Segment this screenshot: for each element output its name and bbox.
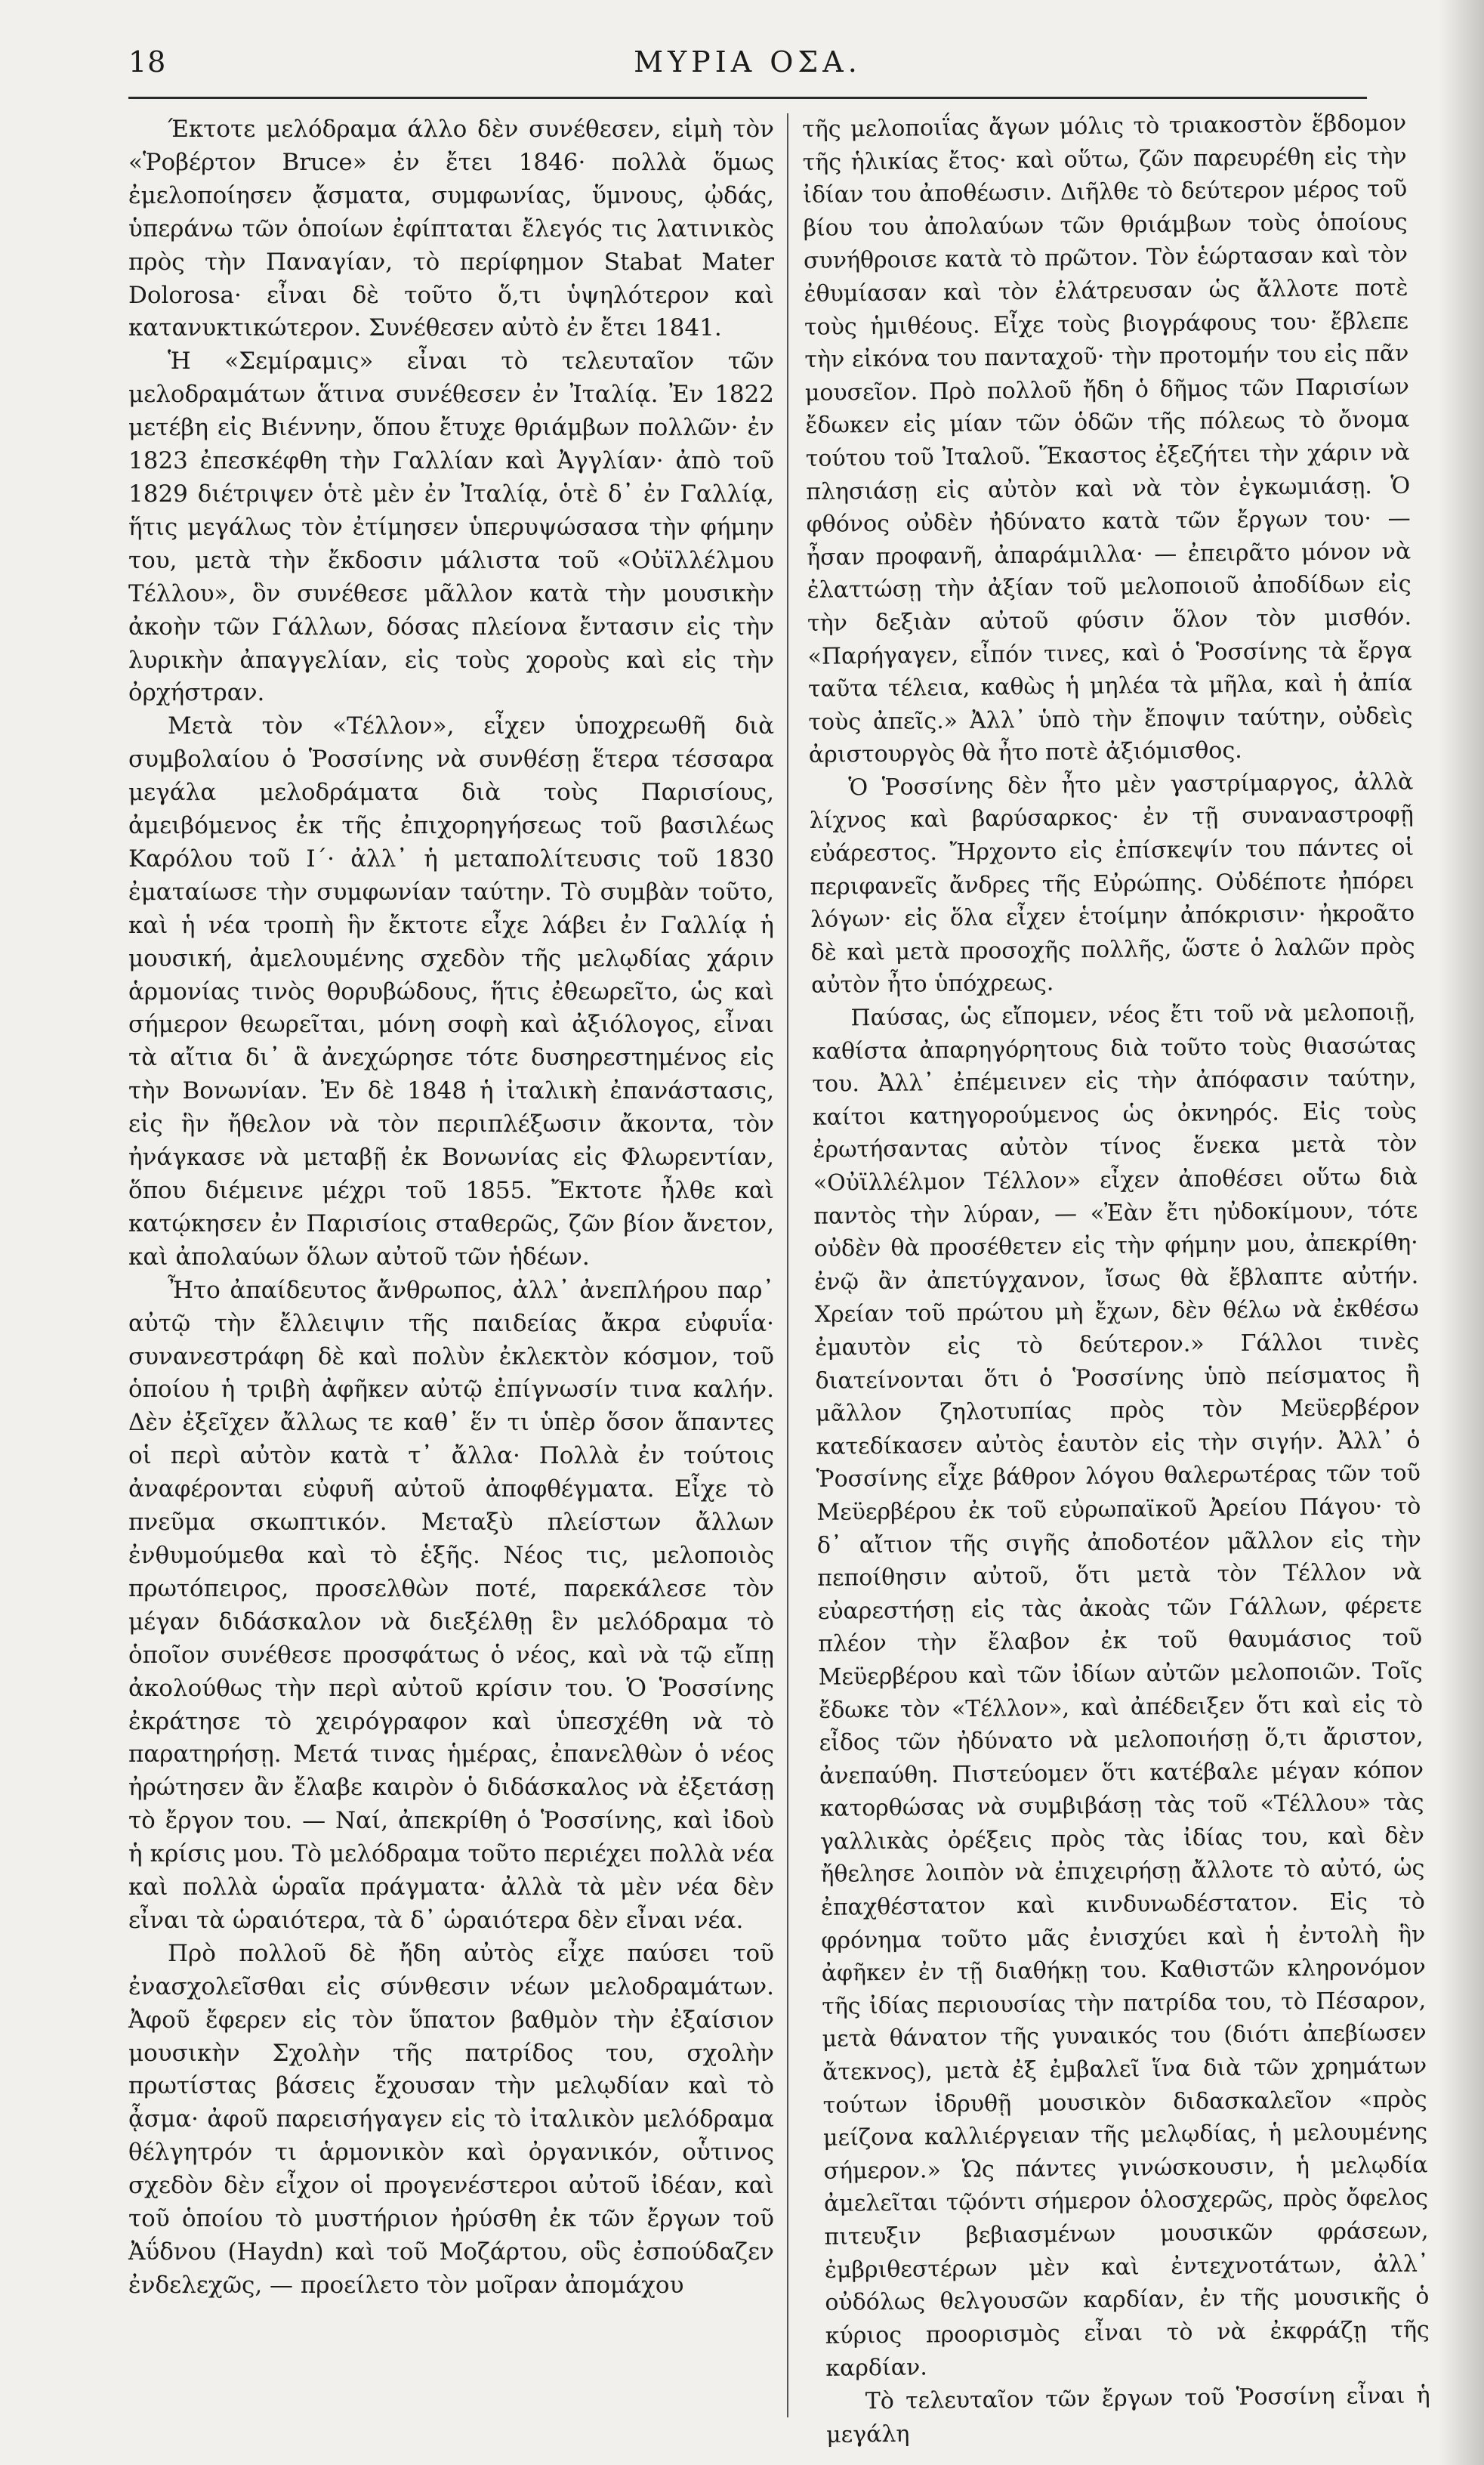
- right-column: [802, 107, 1430, 2448]
- running-title: ΜΥΡΙΑ ΟΣΑ.: [634, 45, 862, 79]
- header-rule: [128, 97, 1367, 99]
- paragraph: τῆς μελοποιΐας ἄγων μόλις τὸ τριακοστὸν ἕβδομον τῆς ἡλικίας ἔτος· καὶ οὕτω, ζῶν παρευρέθη εἰς τὴν ἰδίαν του ἀποθέωσιν. Διῆλθε τὸ δεύτερον μέρος τοῦ βίου του ἀπολαύων τῶν θριάμβων τοὺς ὁποίους συνήθροισε κατὰ τὸ πρῶτον. Τὸν ἑώρτασαν καὶ τὸν ἐθυμίασαν καὶ τὸν ἐλάτρευσαν ὡς ἄλλοτε ποτὲ τοὺς ἡμιθέους. Εἶχε τοὺς βιογράφους του· ἔβλεπε τὴν εἰκόνα του πανταχοῦ· τὴν προτομήν του εἰς πᾶν μουσεῖον. Πρὸ πολλοῦ ἤδη ὁ δῆμος τῶν Παρισίων ἔδωκεν εἰς μίαν τῶν ὁδῶν τῆς πόλεως τὸ ὄνομα τούτου τοῦ Ἰταλοῦ. Ἕκαστος ἐξεζήτει τὴν χάριν νὰ πλησιάσῃ εἰς αὐτὸν καὶ νὰ τὸν ἐγκωμιάσῃ. Ὁ φθόνος οὐδὲν ἠδύνατο κατὰ τῶν ἔργων του· — ἦσαν προφανῆ, ἀπαράμιλλα· — ἐπειρᾶτο μόνον νὰ ἐλαττώσῃ τὴν ἀξίαν τοῦ μελοποιοῦ ἀποδίδων εἰς τὴν δεξιὰν αὐτοῦ φύσιν ὅλον τὸν μισθόν. «Παρήγαγεν, εἶπόν τινες, καὶ ὁ Ῥοσσίνης τὰ ἔργα ταῦτα τέλεια, καθὼς ἡ μηλέα τὰ μῆλα, καὶ ἡ ἀπία τοὺς ἀπεῖς.» Ἀλλ᾽ ὑπὸ τὴν ἔποψιν ταύτην, οὐδεὶς ἀριστουργὸς θὰ ἦτο ποτὲ ἀξιόμισθος.: [802, 110, 1413, 769]
- paragraph: Ἦτο ἀπαίδευτος ἄνθρωπος, ἀλλ᾽ ἀνεπλήρου παρ᾽ αὐτῷ τὴν ἔλλειψιν τῆς παιδείας ἄκρα εὐφυΐα· συνανεστράφη δὲ καὶ πολὺν ἐκλεκτὸν κόσμον, τοῦ ὁποίου ἡ τριβὴ ἀφῆκεν αὐτῷ ἐπίγνωσίν τινα καλήν. Δὲν ἐξεῖχεν ἄλλως τε καθ᾽ ἕν τι ὑπὲρ ὅσον ἅπαντες οἱ περὶ αὐτὸν κατὰ τ᾽ ἄλλα· Πολλὰ ἐν τούτοις ἀναφέρονται εὐφυῆ αὐτοῦ ἀποφθέγματα. Εἶχε τὸ πνεῦμα σκωπτικόν. Μεταξὺ πλείστων ἄλλων ἐνθυμούμεθα καὶ τὸ ἑξῆς. Νέος τις, μελοποιὸς πρωτόπειρος, προσελθὼν ποτέ, παρεκάλεσε τὸν μέγαν διδάσκαλον νὰ διεξέλθῃ ἓν μελόδραμα τὸ ὁποῖον συνέθεσε προσφάτως ὁ νέος, καὶ νὰ τῷ εἴπῃ ἀκολούθως τὴν περὶ αὐτοῦ κρίσιν του. Ὁ Ῥοσσίνης ἐκράτησε τὸ χειρόγραφον καὶ ὑπεσχέθη νὰ τὸ παρατηρήσῃ. Μετά τινας ἡμέρας, ἐπανελθὼν ὁ νέος ἠρώτησεν ἂν ἔλαβε καιρὸν ὁ διδάσκαλος νὰ ἐξετάσῃ τὸ ἔργον του. — Ναί, ἀπεκρίθη ὁ Ῥοσσίνης, καὶ ἰδοὺ ἡ κρίσις μου. Τὸ μελόδραμα τοῦτο περιέχει πολλὰ νέα καὶ πολλὰ ὡραῖα πράγματα· ἀλλὰ τὰ μὲν νέα δὲν εἶναι τὰ ὡραιότερα, τὰ δ᾽ ὡραιότερα δὲν εἶναι νέα.: [128, 1276, 774, 1934]
- paragraph: Ἡ «Σεμίραμις» εἶναι τὸ τελευταῖον τῶν μελοδραμάτων ἅτινα συνέθεσεν ἐν Ἰταλίᾳ. Ἐν 1822 μετέβη εἰς Βιέννην, ὅπου ἔτυχε θριάμβων πολλῶν· ἐν 1823 ἐπεσκέφθη τὴν Γαλλίαν καὶ Ἀγγλίαν· ἀπὸ τοῦ 1829 διέτριψεν ὁτὲ μὲν ἐν Ἰταλίᾳ, ὁτὲ δ᾽ ἐν Γαλλίᾳ, ἥτις μεγάλως τὸν ἐτίμησεν ὑπερυψώσασα τὴν φήμην του, μετὰ τὴν ἔκδοσιν μάλιστα τοῦ «Οὐϊλλέλμου Τέλλου», ὃν συνέθεσε μᾶλλον κατὰ τὴν μουσικὴν ἀκοὴν τῶν Γάλλων, δόσας πλείονα ἔντασιν εἰς τὴν λυρικὴν ἀπαγγελίαν, εἰς τοὺς χοροὺς καὶ εἰς τὴν ὀρχήστραν.: [128, 348, 774, 707]
- column-divider: [787, 113, 788, 2417]
- paragraph: Τὸ τελευταῖον τῶν ἔργων τοῦ Ῥοσσίνη εἶναι ἡ μεγάλη: [825, 2382, 1430, 2448]
- page-number: 18: [128, 45, 167, 79]
- paragraph: Παύσας, ὡς εἴπομεν, νέος ἔτι τοῦ νὰ μελοποιῇ, καθίστα ἀπαρηγόρητους διὰ τοῦτο τοὺς θιασώτας του. Ἀλλ᾽ ἐπέμεινεν εἰς τὴν ἀπόφασιν ταύτην, καίτοι κατηγορούμενος ὡς ὀκνηρός. Εἰς τοὺς ἐρωτήσαντας αὐτὸν τίνος ἕνεκα μετὰ τὸν «Οὐϊλλέλμον Τέλλον» εἶχεν ἀποθέσει οὕτω διὰ παντὸς τὴν λύραν, — «Ἐὰν ἔτι ηὐδοκίμουν, τότε οὐδὲν θὰ προσέθετεν εἰς τὴν φήμην μου, ἀπεκρίθη· ἐνῷ ἂν ἀπετύγχανον, ἴσως θὰ ἔβλαπτε αὐτήν. Χρείαν τοῦ πρώτου μὴ ἔχων, δὲν θέλω νὰ ἐκθέσω ἐμαυτὸν εἰς τὸ δεύτερον.» Γάλλοι τινὲς διατείνονται ὅτι ὁ Ῥοσσίνης ὑπὸ πείσματος ἢ μᾶλλον ζηλοτυπίας πρὸς τὸν Μεϋερβέρον κατεδίκασεν αὐτὸς ἑαυτὸν εἰς τὴν σιγήν. Ἀλλ᾽ ὁ Ῥοσσίνης εἶχε βάθρον λόγου θαλερωτέρας τῶν τοῦ Μεϋερβέρου ἐκ τοῦ εὐρωπαϊκοῦ Ἀρείου Πάγου· τὸ δ᾽ αἴτιον τῆς σιγῆς ἀποδοτέον μᾶλλον εἰς τὴν πεποίθησιν αὐτοῦ, ὅτι μετὰ τὸν Τέλλον νὰ εὐαρεστήσῃ εἰς τὰς ἀκοὰς τῶν Γάλλων, φέρετε πλέον τὴν ἔλαβον ἐκ τοῦ θαυμάσιος τοῦ Μεϋερβέρου καὶ τῶν ἰδίων αὐτῶν μελοποιῶν. Τοῖς ἔδωκε τὸν «Τέλλον», καὶ ἀπέδειξεν ὅτι καὶ εἰς τὸ εἶδος τῶν ἠδύνατο νὰ μελοποιήσῃ ὅ,τι ἄριστον, ἀνεπαύθη. Πιστεύομεν ὅτι κατέβαλε μέγαν κόπον κατορθώσας νὰ συμβιβάσῃ τὰς τοῦ «Τέλλου» τὰς γαλλικὰς ὀρέξεις πρὸς τὰς ἰδίας του, καὶ δὲν ἤθελησε λοιπὸν νὰ ἐπιχειρήσῃ ἄλλοτε τὸ αὐτό, ὡς ἐπαχθέστατον καὶ κινδυνωδέστατον. Εἰς τὸ φρόνημα τοῦτο μᾶς ἐνισχύει καὶ ἡ ἐντολὴ ἣν ἀφῆκεν ἐν τῇ διαθήκῃ του. Καθιστῶν κληρονόμον τῆς ἰδίας περιουσίας τὴν πατρίδα του, τὸ Πέσαρον, μετὰ θάνατον τῆς γυναικός του (διότι ἀπεβίωσεν ἄτεκνος), μετὰ ἐξ ἐμβαλεῖ ἵνα διὰ τῶν χρημάτων τούτων ἱδρυθῇ μουσικὸν διδασκαλεῖον «πρὸς μείζονα καλλιέργειαν τῆς μελῳδίας, ἡ μελουμένης σήμερον.» Ὡς πάντες γινώσκουσιν, ἡ μελῳδία ἀμελεῖται τῷόντι σήμερον ὁλοσχερῶς, πρὸς ὄφελος πιτευξιν βεβιασμένων μουσικῶν φράσεων, ἐμβριθεστέρων μὲν καὶ ἐντεχνοτάτων, ἀλλ᾽ οὐδόλως θελγουσῶν καρδίαν, ἐν τῆς μουσικῆς ὁ κύριος προορισμὸς εἶναι τὸ νὰ ἐκφράζῃ τῆς καρδίαν.: [811, 999, 1430, 2383]
- binding-shadow: [1439, 0, 1484, 2465]
- paragraph: Μετὰ τὸν «Τέλλον», εἶχεν ὑποχρεωθῆ διὰ συμβολαίου ὁ Ῥοσσίνης νὰ συνθέσῃ ἕτερα τέσσαρα μεγάλα μελοδράματα διὰ τοὺς Παρισίους, ἀμειβόμενος ἐκ τῆς ἐπιχορηγήσεως τοῦ βασιλέως Καρόλου τοῦ Ι΄· ἀλλ᾽ ἡ μεταπολίτευσις τοῦ 1830 ἐματαίωσε τὴν συμφωνίαν ταύτην. Τὸ συμβὰν τοῦτο, καὶ ἡ νέα τροπὴ ἣν ἔκτοτε εἶχε λάβει ἐν Γαλλίᾳ ἡ μουσική, ἀμελουμένης σχεδὸν τῆς μελῳδίας χάριν ἁρμονίας τινὸς θορυβώδους, ἥτις ἐθεωρεῖτο, ὡς καὶ σήμερον θεωρεῖται, μόνη σοφὴ καὶ ἀξιόλογος, εἶναι τὰ αἴτια δι᾽ ἃ ἀνεχώρησε τότε δυσηρεστημένος εἰς τὴν Βονωνίαν. Ἐν δὲ 1848 ἡ ἰταλικὴ ἐπανάστασις, εἰς ἣν ἤθελον νὰ τὸν περιπλέξωσιν ἄκοντα, τὸν ἠνάγκασε νὰ μεταβῇ ἐκ Βονωνίας εἰς Φλωρεντίαν, ὅπου διέμεινε μέχρι τοῦ 1855. Ἔκτοτε ἦλθε καὶ κατῴκησεν ἐν Παρισίοις σταθερῶς, ζῶν βίον ἄνετον, καὶ ἀπολαύων ὅλων αὐτοῦ τῶν ἡδέων.: [128, 712, 774, 1271]
- paragraph: Έκτοτε μελόδραμα άλλο δὲν συνέθεσεν, εἰμὴ τὸν «Ῥοβέρτον Bruce» ἐν ἔτει 1846· πολλὰ ὅμως ἐμελοποίησεν ᾄσματα, συμφωνίας, ὕμνους, ᾠδάς, ὑπεράνω τῶν ὁποίων ἐφίπταται ἔλεγός τις λατινικὸς πρὸς τὴν Παναγίαν, τὸ περίφημον Stabat Mater Dolorosa· εἶναι δὲ τοῦτο ὅ,τι ὑψηλότερον καὶ κατανυκτικώτερον. Συνέθεσεν αὐτὸ ἐν ἔτει 1841.: [128, 116, 774, 342]
- paragraph: Πρὸ πολλοῦ δὲ ἤδη αὐτὸς εἶχε παύσει τοῦ ἐνασχολεῖσθαι εἰς σύνθεσιν νέων μελοδραμάτων. Ἀφοῦ ἔφερεν εἰς τὸν ὕπατον βαθμὸν τὴν ἐξαίσιον μουσικὴν Σχολὴν τῆς πατρίδος του, σχολὴν πρωτίστας βάσεις ἔχουσαν τὴν μελῳδίαν καὶ τὸ ᾆσμα· ἀφοῦ παρεισήγαγεν εἰς τὸ ἰταλικὸν μελόδραμα θέλγητρόν τι ἁρμονικὸν καὶ ὀργανικόν, οὗτινος σχεδὸν δὲν εἶχον οἱ προγενέστεροι αὐτοῦ ἰδέαν, καὶ τοῦ ὁποίου τὸ μυστήριον ἠρύσθη ἐκ τῶν ἔργων τοῦ Ἀΰδνου (Haydn) καὶ τοῦ Μοζάρτου, οὓς ἐσπούδαζεν ἐνδελεχῶς, — προείλετο τὸν μοῖραν ἀπομάχου: [128, 1939, 774, 2299]
- paragraph: Ὁ Ῥοσσίνης δὲν ἦτο μὲν γαστρίμαργος, ἀλλὰ λίχνος καὶ βαρύσαρκος· ἐν τῇ συναναστροφῇ εὐάρεστος. Ἤρχοντο εἰς ἐπίσκεψίν του πάντες οἱ περιφανεῖς ἄνδρες τῆς Εὐρώπης. Οὐδέποτε ἠπόρει λόγων· εἰς ὅλα εἶχεν ἑτοίμην ἀπόκρισιν· ἠκροᾶτο δὲ καὶ μετὰ προσοχῆς πολλῆς, ὥστε ὁ λαλῶν πρὸς αὐτὸν ἦτο ὑπόχρεως.: [809, 768, 1415, 999]
- left-column: [128, 113, 774, 2433]
